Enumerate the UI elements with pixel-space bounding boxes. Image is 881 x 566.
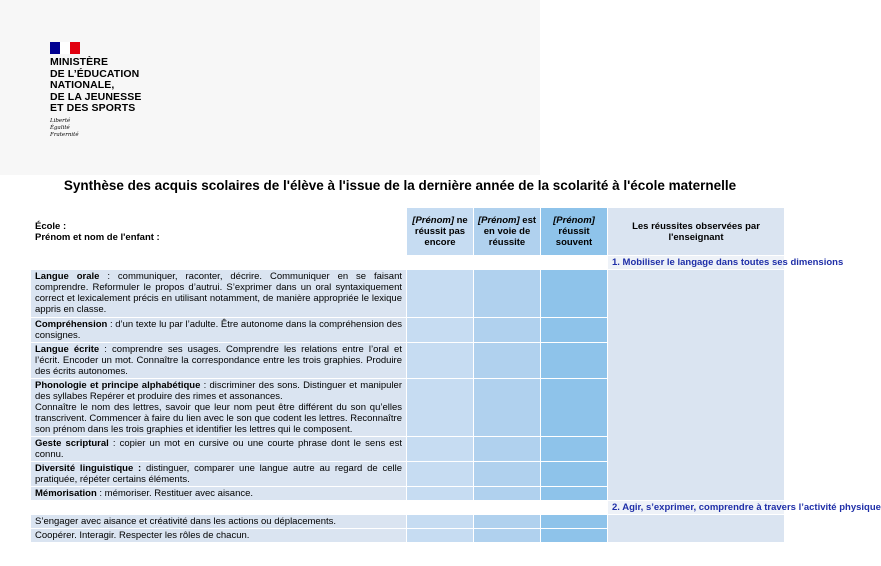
checkbox-cell-often[interactable] (541, 318, 608, 343)
skill-description: Coopérer. Interagir. Respecter les rôles de chacun. (31, 529, 407, 543)
section-row (31, 256, 785, 270)
republic-motto: Liberté Égalité Fraternité (50, 117, 79, 138)
col-header-observed: Les réussites observées par l'enseignant (608, 208, 785, 256)
checkbox-cell-often[interactable] (541, 487, 608, 501)
table-row (31, 515, 785, 529)
identity-cell[interactable] (31, 208, 407, 256)
checkbox-cell-often[interactable] (541, 515, 608, 529)
section-title: 2. Agir, s’exprimer, comprendre à travers l’activité physique (608, 501, 785, 515)
col-header-often: [Prénom] réussit souvent (541, 208, 608, 256)
skill-description: Geste scriptural : copier un mot en cursive ou une courte phrase dont le sens est connu. (31, 437, 407, 462)
checkbox-cell-in-progress[interactable] (474, 529, 541, 543)
checkbox-cell-often[interactable] (541, 343, 608, 379)
french-flag-icon (50, 42, 80, 54)
col-header-in-progress: [Prénom] est en voie de réussite (474, 208, 541, 256)
skill-description: Phonologie et principe alphabétique : discriminer des sons. Distinguer et manipuler des syllabes Repérer et produire des rimes et assonances. Connaître le nom des lettres, savoir que leur nom peut être différent du son qu’elles transcrivent. Commencer à faire du lien avec le son que codent les lettres. Reconnaître son prénom dans les trois graphies et identifier les lettres qui le composent. (31, 379, 407, 437)
skill-description: Langue écrite : comprendre ses usages. Comprendre les relations entre l’oral et l’écrit. Encoder un mot. Connaître la correspondance entre les trois graphies. Produire des écrits autonomes. (31, 343, 407, 379)
checkbox-cell-in-progress[interactable] (474, 379, 541, 437)
skill-description: Langue orale : communiquer, raconter, décrire. Communiquer en se faisant comprendre. Reformuler le propos d’autrui. S’exprimer dans un oral syntaxiquement correct et lexicalement précis en utilisant notamment, de manière appropriée le lexique appris en classe. (31, 270, 407, 318)
checkbox-cell-not-yet[interactable] (407, 379, 474, 437)
checkbox-cell-often[interactable] (541, 462, 608, 487)
checkbox-cell-often[interactable] (541, 379, 608, 437)
page-title: Synthèse des acquis scolaires de l'élève à l'issue de la dernière année de la scolarité à l'école maternelle (63, 178, 737, 193)
skill-description: Compréhension : d’un texte lu par l’adulte. Être autonome dans la compréhension des consignes. (31, 318, 407, 343)
child-name-label: Prénom et nom de l'enfant : (35, 231, 160, 243)
checkbox-cell-not-yet[interactable] (407, 462, 474, 487)
checkbox-cell-in-progress[interactable] (474, 318, 541, 343)
skill-description: Mémorisation : mémoriser. Restituer avec aisance. (31, 487, 407, 501)
checkbox-cell-often[interactable] (541, 437, 608, 462)
checkbox-cell-in-progress[interactable] (474, 343, 541, 379)
checkbox-cell-not-yet[interactable] (407, 515, 474, 529)
ministry-name: MINISTÈRE DE L’ÉDUCATION NATIONALE, DE LA JEUNESSE ET DES SPORTS (50, 56, 142, 114)
school-label: École : (35, 220, 67, 232)
checkbox-cell-in-progress[interactable] (474, 515, 541, 529)
checkbox-cell-often[interactable] (541, 270, 608, 318)
checkbox-cell-not-yet[interactable] (407, 343, 474, 379)
table-header-row (31, 208, 785, 256)
checkbox-cell-not-yet[interactable] (407, 437, 474, 462)
skills-table (30, 207, 881, 543)
skill-description: S’engager avec aisance et créativité dans les actions ou déplacements. (31, 515, 407, 529)
checkbox-cell-in-progress[interactable] (474, 270, 541, 318)
section-row (31, 501, 785, 515)
checkbox-cell-not-yet[interactable] (407, 529, 474, 543)
checkbox-cell-in-progress[interactable] (474, 487, 541, 501)
observations-cell[interactable] (608, 270, 785, 501)
ministry-logo (50, 42, 141, 139)
table-row (31, 270, 785, 318)
observations-cell[interactable] (608, 515, 785, 543)
checkbox-cell-often[interactable] (541, 529, 608, 543)
checkbox-cell-not-yet[interactable] (407, 270, 474, 318)
checkbox-cell-in-progress[interactable] (474, 437, 541, 462)
checkbox-cell-in-progress[interactable] (474, 462, 541, 487)
checkbox-cell-not-yet[interactable] (407, 318, 474, 343)
col-header-not-yet: [Prénom] ne réussit pas encore (407, 208, 474, 256)
skill-description: Diversité linguistique : distinguer, comparer une langue autre au regard de celle pratiquée, répéter certains éléments. (31, 462, 407, 487)
checkbox-cell-not-yet[interactable] (407, 487, 474, 501)
section-title: 1. Mobiliser le langage dans toutes ses dimensions (608, 256, 785, 270)
